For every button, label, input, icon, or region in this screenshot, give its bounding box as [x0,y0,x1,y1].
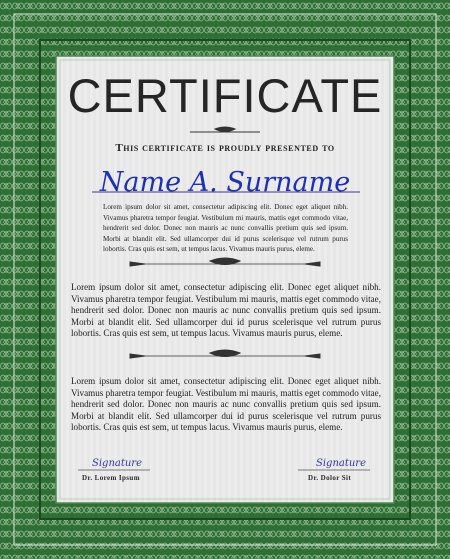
recipient-name: Name A. Surname [99,167,351,198]
certificate-title: CERTIFICATE [67,69,383,122]
body-paragraph-3: Lorem ipsum dolor sit amet, consectetur adipiscing elit. Donec eget aliquet nibh. Vivamus pharetra tempor feugiat. Vestibulum mi mauris, mattis eget commodo vitae, hendrerit sed dolor. Donec non mauris ac nunc convallis pretium quis sed ipsum. Morbi at blandit elit. Sed ullamcorper dui id purus scelerisque vel rutrum purus lobortis. Cras quis est sem, ut tempus lacus. Vivamus mauris purus, eleme. [71,376,381,432]
signature-right-name: Dr. Dolor Sit [308,474,352,482]
presented-to-heading: This certificate is proudly presented to [115,142,335,154]
inner-panel [56,56,394,503]
signature-right-script: Signature [316,458,367,469]
signature-left-name: Dr. Lorem Ipsum [82,474,140,482]
body-paragraph-2: Lorem ipsum dolor sit amet, consectetur adipiscing elit. Donec eget aliquet nibh. Vivamus pharetra tempor feugiat. Vestibulum mi mauris, mattis eget commodo vitae, hendrerit sed dolor. Donec non mauris ac nunc convallis pretium quis sed ipsum. Morbi at blandit elit. Sed ullamcorper dui id purus scelerisque vel rutrum purus lobortis. Cras quis est sem, ut tempus lacus. Vivamus mauris purus, eleme. [71,282,381,338]
signature-left-script: Signature [92,458,143,469]
body-paragraph-1: Lorem ipsum dolor sit amet, consectetur adipiscing elit. Donec eget aliquet nibh. Vivamus pharetra tempor feugiat. Vestibulum mi mauris, mattis eget commodo vitae, hendrerit sed dolor. Donec non mauris ac nunc convallis pretium quis sed ipsum. Morbi at blandit elit. Sed ullamcorper dui id purus scelerisque vel rutrum purus lobortis. Cras quis est sem, ut tempus lacus. Vivamus mauris purus, eleme. [103,203,348,253]
